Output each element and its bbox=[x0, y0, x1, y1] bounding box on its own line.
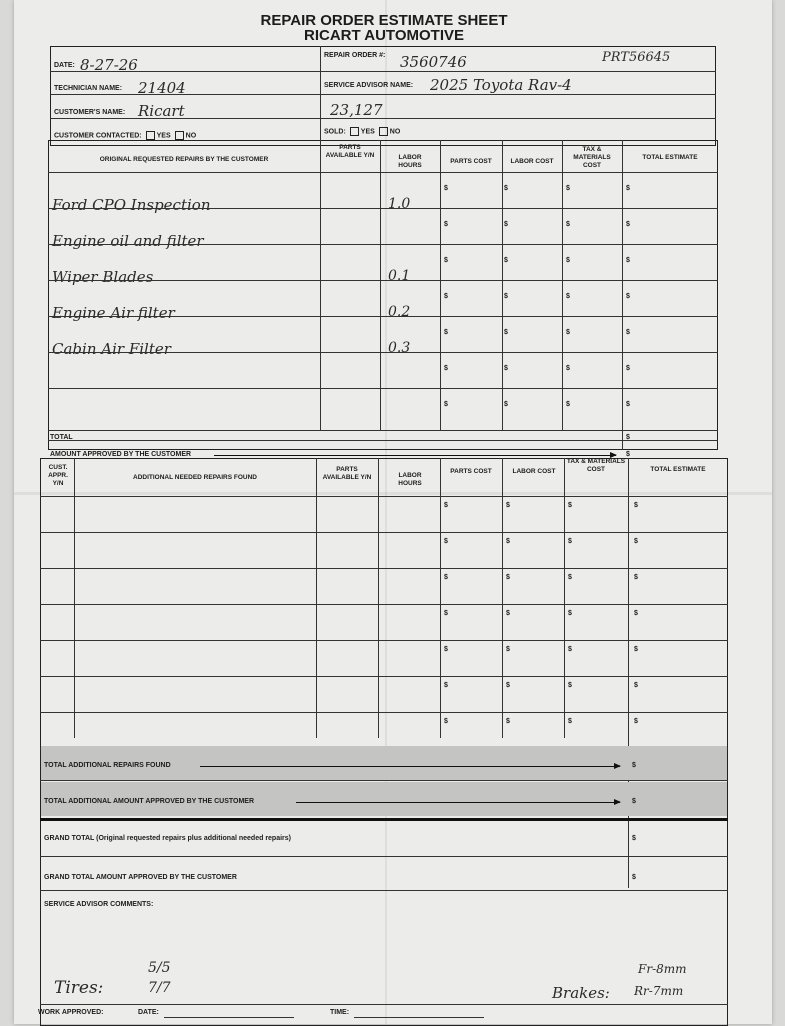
form-title: REPAIR ORDER ESTIMATE SHEET bbox=[260, 12, 508, 29]
approved-label: AMOUNT APPROVED BY THE CUSTOMER bbox=[50, 451, 192, 458]
currency-sign: $ bbox=[506, 682, 510, 689]
currency-sign: $ bbox=[444, 682, 448, 689]
currency-sign: $ bbox=[568, 538, 572, 545]
total-dollar: $ bbox=[626, 434, 630, 441]
header2-labor-cost: LABOR COST bbox=[512, 468, 556, 475]
currency-sign: $ bbox=[566, 185, 570, 192]
original-repairs-table bbox=[48, 140, 718, 450]
labor-hours-value[interactable]: 0.3 bbox=[388, 340, 411, 356]
header-labor-cost: LABOR COST bbox=[510, 158, 554, 165]
currency-sign: $ bbox=[634, 574, 638, 581]
comments-label: SERVICE ADVISOR COMMENTS: bbox=[44, 901, 154, 908]
currency-sign: $ bbox=[568, 682, 572, 689]
currency-sign: $ bbox=[626, 329, 630, 336]
customer-value[interactable]: Ricart bbox=[138, 102, 185, 120]
currency-sign: $ bbox=[626, 293, 630, 300]
currency-sign: $ bbox=[504, 257, 508, 264]
approved-arrow bbox=[214, 455, 616, 456]
currency-sign: $ bbox=[568, 502, 572, 509]
grand-total-approved-label: GRAND TOTAL AMOUNT APPROVED BY THE CUSTOMER bbox=[44, 874, 237, 881]
repair-description[interactable]: Cabin Air Filter bbox=[52, 340, 171, 358]
repair-order-extra[interactable]: PRT56645 bbox=[602, 50, 671, 65]
customer-contacted: CUSTOMER CONTACTED: YES NO bbox=[54, 132, 197, 140]
currency-sign: $ bbox=[504, 293, 508, 300]
advisor-value[interactable]: 2025 Toyota Rav-4 bbox=[430, 76, 572, 94]
contacted-yes-checkbox[interactable] bbox=[146, 131, 155, 140]
currency-sign: $ bbox=[566, 329, 570, 336]
currency-sign: $ bbox=[444, 329, 448, 336]
footer-time-label: TIME: bbox=[330, 1009, 350, 1016]
currency-sign: $ bbox=[444, 185, 448, 192]
sold-no-checkbox[interactable] bbox=[379, 127, 388, 136]
currency-sign: $ bbox=[504, 401, 508, 408]
repair-description[interactable]: Ford CPO Inspection bbox=[52, 196, 211, 214]
repair-order-value[interactable]: 3560746 bbox=[400, 53, 467, 71]
currency-sign: $ bbox=[506, 502, 510, 509]
currency-sign: $ bbox=[504, 365, 508, 372]
currency-sign: $ bbox=[444, 257, 448, 264]
technician-label: TECHNICIAN NAME: bbox=[54, 85, 123, 92]
grand-total-dollar: $ bbox=[632, 835, 636, 842]
currency-sign: $ bbox=[626, 257, 630, 264]
brakes-label[interactable]: Brakes: bbox=[552, 984, 610, 1002]
header2-parts-cost: PARTS COST bbox=[450, 468, 492, 475]
header-tax-materials: TAX & MATERIALS COST bbox=[573, 146, 611, 169]
currency-sign: $ bbox=[444, 538, 448, 545]
repair-description[interactable]: Wiper Blades bbox=[52, 268, 154, 286]
tires-label[interactable]: Tires: bbox=[54, 978, 104, 998]
advisor-label: SERVICE ADVISOR NAME: bbox=[324, 82, 414, 89]
additional-found-label: TOTAL ADDITIONAL REPAIRS FOUND bbox=[44, 762, 171, 769]
customer-label: CUSTOMER'S NAME: bbox=[54, 109, 126, 116]
additional-found-arrow bbox=[200, 766, 620, 767]
sold-field: SOLD: YES NO bbox=[324, 128, 401, 136]
additional-found-dollar: $ bbox=[632, 762, 636, 769]
contacted-no-checkbox[interactable] bbox=[175, 131, 184, 140]
currency-sign: $ bbox=[444, 718, 448, 725]
currency-sign: $ bbox=[634, 718, 638, 725]
currency-sign: $ bbox=[568, 646, 572, 653]
grand-total-label: GRAND TOTAL (Original requested repairs plus additional needed repairs) bbox=[44, 835, 291, 842]
currency-sign: $ bbox=[568, 610, 572, 617]
additional-approved-dollar: $ bbox=[632, 798, 636, 805]
currency-sign: $ bbox=[504, 221, 508, 228]
currency-sign: $ bbox=[566, 257, 570, 264]
currency-sign: $ bbox=[566, 221, 570, 228]
additional-repair-row[interactable] bbox=[75, 497, 315, 531]
date-value[interactable]: 8-27-26 bbox=[80, 56, 138, 74]
currency-sign: $ bbox=[506, 610, 510, 617]
currency-sign: $ bbox=[444, 574, 448, 581]
additional-repair-row[interactable] bbox=[75, 569, 315, 603]
additional-approved-label: TOTAL ADDITIONAL AMOUNT APPROVED BY THE CUSTOMER bbox=[44, 798, 255, 805]
header-original-repairs: ORIGINAL REQUESTED REPAIRS BY THE CUSTOMER bbox=[99, 156, 269, 163]
currency-sign: $ bbox=[506, 574, 510, 581]
work-approved-label: WORK APPROVED: bbox=[38, 1009, 104, 1016]
currency-sign: $ bbox=[626, 365, 630, 372]
grand-total-approved-dollar: $ bbox=[632, 874, 636, 881]
repair-description[interactable]: Engine oil and filter bbox=[52, 232, 204, 250]
currency-sign: $ bbox=[444, 401, 448, 408]
currency-sign: $ bbox=[444, 610, 448, 617]
currency-sign: $ bbox=[568, 574, 572, 581]
header-cust-appr: CUST. APPR. Y/N bbox=[48, 464, 68, 487]
header-parts-cost: PARTS COST bbox=[450, 158, 492, 165]
currency-sign: $ bbox=[444, 502, 448, 509]
currency-sign: $ bbox=[504, 329, 508, 336]
total-label: TOTAL bbox=[50, 434, 73, 441]
currency-sign: $ bbox=[566, 293, 570, 300]
repair-description[interactable]: Engine Air filter bbox=[52, 304, 175, 322]
technician-value[interactable]: 21404 bbox=[138, 79, 186, 97]
repair-order-label: REPAIR ORDER #: bbox=[324, 52, 386, 59]
labor-hours-value[interactable]: 1.0 bbox=[388, 196, 411, 212]
header-labor-hours: LABOR HOURS bbox=[398, 154, 422, 169]
additional-repair-row[interactable] bbox=[75, 605, 315, 639]
currency-sign: $ bbox=[444, 293, 448, 300]
approved-dollar: $ bbox=[626, 451, 630, 458]
tires-rear[interactable]: 7/7 bbox=[148, 980, 171, 996]
customer-right-value[interactable]: 23,127 bbox=[330, 101, 383, 119]
additional-repair-row[interactable] bbox=[75, 641, 315, 675]
header-additional-repairs: ADDITIONAL NEEDED REPAIRS FOUND bbox=[133, 474, 257, 481]
currency-sign: $ bbox=[634, 646, 638, 653]
currency-sign: $ bbox=[568, 718, 572, 725]
header2-labor-hours: LABOR HOURS bbox=[398, 472, 422, 487]
currency-sign: $ bbox=[566, 365, 570, 372]
labor-hours-value[interactable]: 0.2 bbox=[388, 304, 411, 320]
currency-sign: $ bbox=[506, 538, 510, 545]
additional-repair-row[interactable] bbox=[75, 533, 315, 567]
additional-repair-row[interactable] bbox=[75, 713, 315, 747]
brakes-rear[interactable]: Rr-7mm bbox=[634, 984, 684, 998]
header2-parts-available: PARTS AVAILABLE Y/N bbox=[322, 466, 372, 481]
currency-sign: $ bbox=[634, 538, 638, 545]
currency-sign: $ bbox=[566, 401, 570, 408]
labor-hours-value[interactable]: 0.1 bbox=[388, 268, 411, 284]
footer-date-label: DATE: bbox=[138, 1009, 159, 1016]
currency-sign: $ bbox=[444, 365, 448, 372]
estimate-form bbox=[34, 6, 734, 1022]
header-parts-available: PARTS AVAILABLE Y/N bbox=[325, 144, 375, 159]
date-label: DATE: bbox=[54, 62, 75, 69]
currency-sign: $ bbox=[506, 646, 510, 653]
currency-sign: $ bbox=[634, 502, 638, 509]
currency-sign: $ bbox=[626, 221, 630, 228]
header2-tax-materials: TAX & MATERIALS COST bbox=[566, 458, 626, 473]
currency-sign: $ bbox=[634, 682, 638, 689]
currency-sign: $ bbox=[506, 718, 510, 725]
currency-sign: $ bbox=[444, 221, 448, 228]
tires-front[interactable]: 5/5 bbox=[148, 960, 171, 976]
additional-repair-row[interactable] bbox=[75, 677, 315, 711]
additional-approved-arrow bbox=[296, 802, 620, 803]
sold-yes-checkbox[interactable] bbox=[350, 127, 359, 136]
currency-sign: $ bbox=[504, 185, 508, 192]
currency-sign: $ bbox=[634, 610, 638, 617]
currency-sign: $ bbox=[444, 646, 448, 653]
brakes-front[interactable]: Fr-8mm bbox=[638, 962, 687, 976]
header-total-estimate: TOTAL ESTIMATE bbox=[642, 154, 698, 161]
currency-sign: $ bbox=[626, 401, 630, 408]
currency-sign: $ bbox=[626, 185, 630, 192]
company-name: RICART AUTOMOTIVE bbox=[304, 27, 464, 44]
header2-total-estimate: TOTAL ESTIMATE bbox=[650, 466, 706, 473]
